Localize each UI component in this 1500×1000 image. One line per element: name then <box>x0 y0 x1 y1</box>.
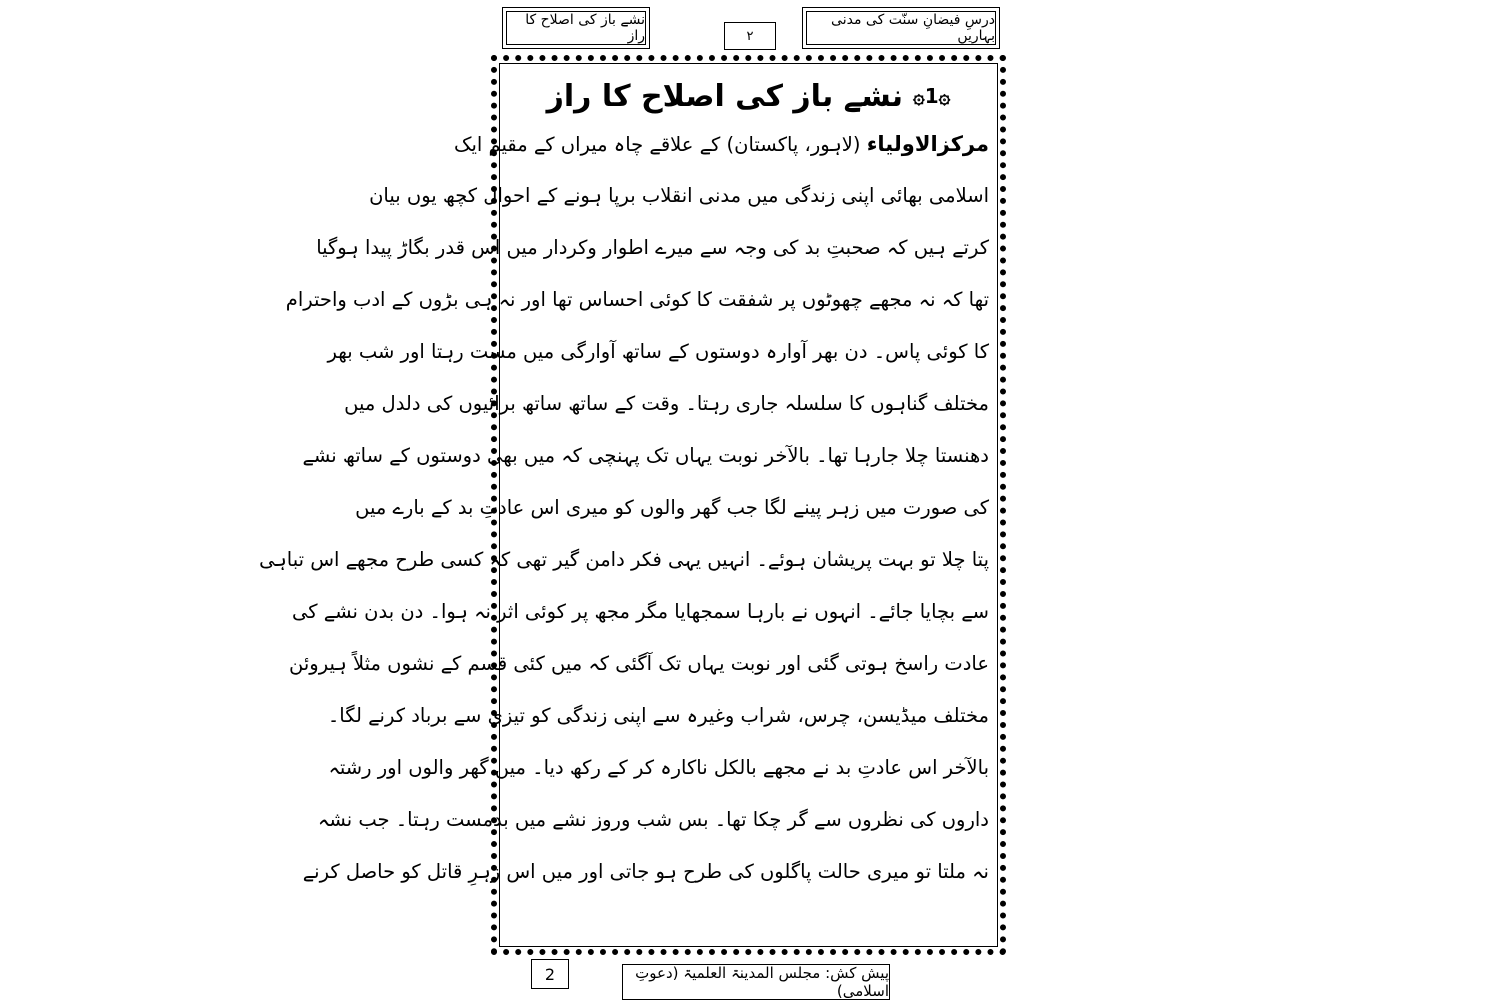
body-line: پتا چلا تو بہت پریشان ہوئے۔ انہیں یہی فکر دامن گیر تھی کہ کسی طرح مجھے اس تباہی <box>259 548 989 571</box>
body-line: مختلف گناہوں کا سلسلہ جاری رہتا۔ وقت کے ساتھ ساتھ برائیوں کی دلدل میں <box>344 392 989 415</box>
footer-publisher: پیش کش: مجلس المدینۃ العلمیۃ (دعوتِ اسلامی) <box>622 964 890 1000</box>
body-line: تھا کہ نہ مجھے چھوٹوں پر شفقت کا کوئی احساس تھا اور نہ ہی بڑوں کے ادب واحترام <box>285 288 989 311</box>
header-book-title: درسِ فیضانِ سنّت کی مدنی بہاریں <box>806 11 996 45</box>
body-line: کا کوئی پاس۔ دن بھر آوارہ دوستوں کے ساتھ آوارگی میں مست رہتا اور شب بھر <box>327 340 989 363</box>
header-page-number: ٢ <box>724 22 776 50</box>
first-line-rest: (لاہور، پاکستان) کے علاقے چاہ میراں کے مقیم ایک <box>454 133 861 156</box>
article-title: نشے باز کی اصلاح کا راز <box>546 78 904 114</box>
body-line: عادت راسخ ہوتی گئی اور نوبت یہاں تک آگئی کہ میں کئی قسم کے نشوں مثلاً ہیروئن <box>289 652 989 675</box>
header-chapter-title: نشے باز کی اصلاح کا راز <box>506 11 646 45</box>
place-name-bold: مرکزالاولیاء <box>866 132 989 156</box>
body-line-1 <box>454 118 989 170</box>
article-body <box>259 118 989 898</box>
body-line: بالآخر اس عادتِ بد نے مجھے بالکل ناکارہ کر کے رکھ دیا۔ میں گھر والوں اور رشتہ <box>328 756 989 779</box>
body-line: سے بچایا جائے۔ انہوں نے بارہا سمجھایا مگر مجھ پر کوئی اثر نہ ہوا۔ دن بدن نشے کی <box>291 600 989 623</box>
body-line: دھنستا چلا جارہا تھا۔ بالآخر نوبت یہاں تک پہنچی کہ میں بھی دوستوں کے ساتھ نشے <box>302 444 989 467</box>
body-line: کی صورت میں زہر پینے لگا جب گھر والوں کو میری اس عادتِ بد کے بارے میں <box>355 496 989 519</box>
body-line: نہ ملتا تو میری حالت پاگلوں کی طرح ہو جاتی اور میں اس زہرِ قاتل کو حاصل کرنے <box>302 860 989 883</box>
body-line: داروں کی نظروں سے گر چکا تھا۔ بس شب وروز نشے میں بدمست رہتا۔ جب نشہ <box>317 808 989 831</box>
body-line: کرتے ہیں کہ صحبتِ بد کی وجہ سے میرے اطوار وکردار میں اس قدر بگاڑ پیدا ہوگیا <box>316 236 989 259</box>
footer-page-number: 2 <box>531 959 569 989</box>
header-book-title-box <box>802 7 1000 49</box>
article-title-row <box>505 72 992 120</box>
story-number-marker: ۞1۞ <box>913 84 951 108</box>
body-line: اسلامی بھائی اپنی زندگی میں مدنی انقلاب برپا ہونے کے احوال کچھ یوں بیان <box>369 184 989 207</box>
header-chapter-title-box <box>502 7 650 49</box>
body-line: مختلف میڈیسن، چرس، شراب وغیرہ سے اپنی زندگی کو تیزی سے برباد کرنے لگا۔ <box>327 704 989 727</box>
